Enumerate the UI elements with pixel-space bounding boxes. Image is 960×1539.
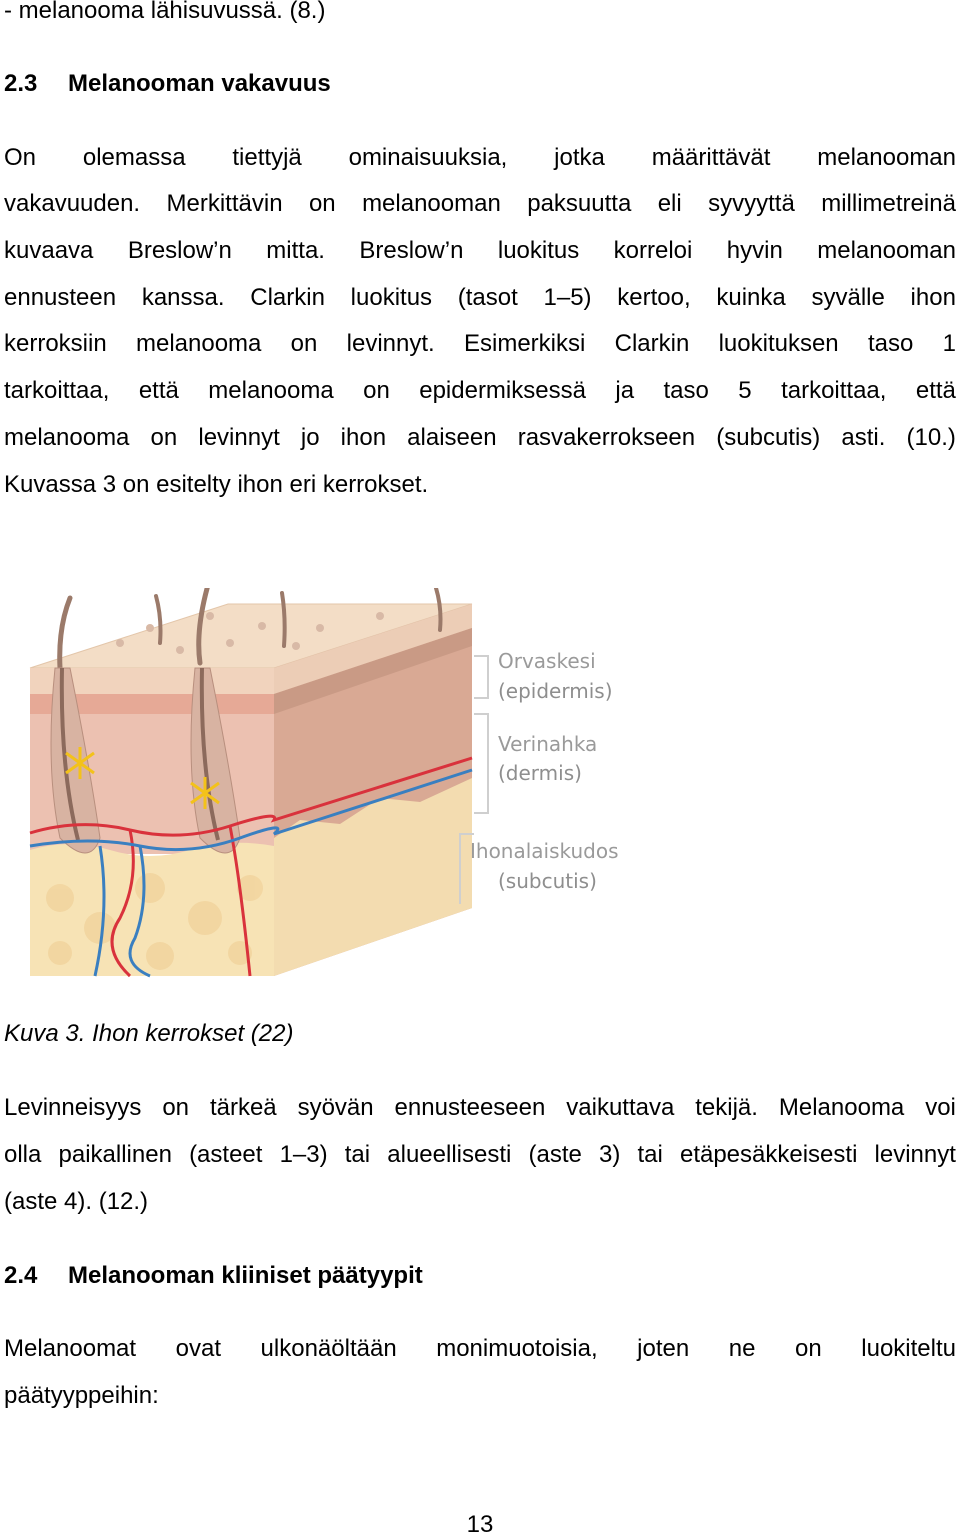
paragraph-line: olla paikallinen (asteet 1–3) tai alueellisesti (aste 3) tai etäpesäkkeisesti levinnyt [4, 1141, 956, 1168]
paragraph-line: (aste 4). (12.) [4, 1188, 149, 1215]
label-subcutis-lat: (subcutis) [498, 869, 597, 893]
paragraph-line: vakavuuden. Merkittävin on melanooman paksuutta eli syvyyttä millimetreinä [4, 190, 956, 217]
paragraph-line: ennusteen kanssa. Clarkin luokitus (tasot 1–5) kertoo, kuinka syvälle ihon [4, 284, 956, 311]
epidermis-leader [474, 656, 488, 698]
paragraph-line: Levinneisyys on tärkeä syövän ennusteeseen vaikuttava tekijä. Melanooma voi [4, 1094, 956, 1121]
paragraph-line: melanooma on levinnyt jo ihon alaiseen rasvakerrokseen (subcutis) asti. (10.) [4, 424, 956, 451]
paragraph-line: kerroksiin melanooma on levinnyt. Esimerkiksi Clarkin luokituksen taso 1 [4, 330, 956, 357]
paragraph-line: Melanoomat ovat ulkonäöltään monimuotoisia, joten ne on luokiteltu [4, 1335, 956, 1362]
section-heading-2-3 [4, 70, 331, 98]
paragraph-line: tarkoittaa, että melanooma on epidermiksessä ja taso 5 tarkoittaa, että [4, 377, 956, 404]
page-number: 13 [466, 1511, 494, 1538]
figure-caption: Kuva 3. Ihon kerrokset (22) [4, 1020, 294, 1047]
skin-layers-figure [0, 588, 960, 1008]
paragraph-line: päätyyppeihin: [4, 1382, 159, 1409]
label-subcutis-fi: Ihonalaiskudos [470, 839, 619, 863]
section-number: 2.4 [4, 1262, 38, 1289]
section-heading-2-4 [4, 1262, 423, 1290]
paragraph-line: On olemassa tiettyjä ominaisuuksia, jotka määrittävät melanooman [4, 144, 956, 171]
section-title: Melanooman kliiniset päätyypit [68, 1262, 423, 1289]
section-number: 2.3 [4, 70, 38, 97]
paragraph-line: Kuvassa 3 on esitelty ihon eri kerrokset. [4, 471, 429, 498]
label-dermis-lat: (dermis) [498, 761, 582, 785]
label-epidermis-fi: Orvaskesi [498, 649, 596, 673]
section-title: Melanooman vakavuus [68, 70, 331, 97]
label-epidermis-lat: (epidermis) [498, 679, 613, 703]
dermis-leader [474, 714, 488, 813]
top-line: - melanooma lähisuvussä. (8.) [4, 0, 326, 24]
label-dermis-fi: Verinahka [498, 732, 598, 756]
paragraph-line: kuvaava Breslow’n mitta. Breslow’n luokitus korreloi hyvin melanooman [4, 237, 956, 264]
